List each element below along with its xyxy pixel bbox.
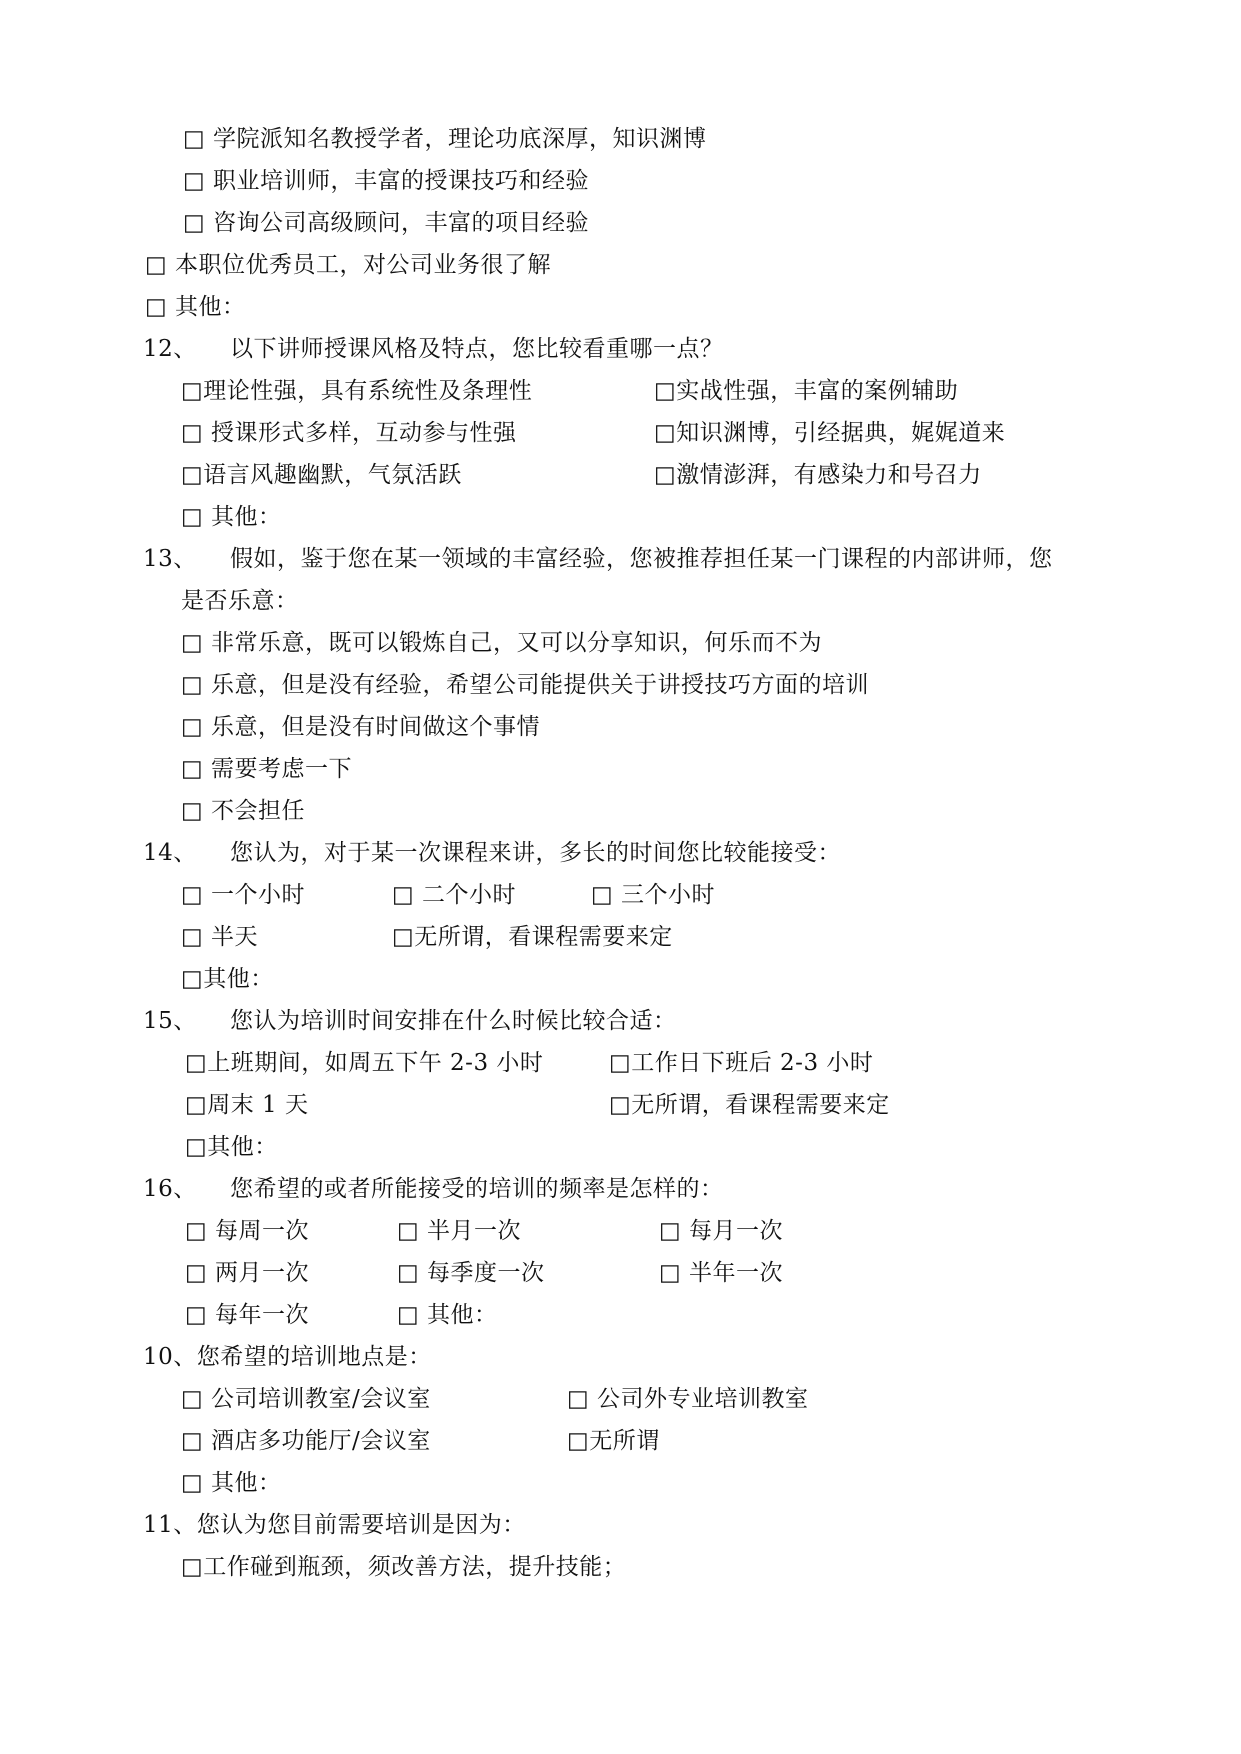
q14-option-two-hours[interactable]: □ 二个小时 [392,882,517,908]
question-16-number: 16、 [143,1176,197,1202]
question-10-title: 10、您希望的培训地点是： [143,1344,432,1370]
q14-option-other[interactable]: □其他： [181,966,274,992]
option-academic-professor[interactable]: □ 学院派知名教授学者，理论功底深厚，知识渊博 [183,126,707,152]
q10-option-any[interactable]: □无所谓 [567,1428,660,1454]
option-consulting-advisor[interactable]: □ 咨询公司高级顾问，丰富的项目经验 [183,210,590,236]
question-15-text: 您认为培训时间安排在什么时候比较合适： [230,1008,677,1034]
q12-option-other[interactable]: □ 其他： [181,504,282,530]
question-14-text: 您认为，对于某一次课程来讲，多长的时间您比较能接受： [230,840,841,866]
question-13-text: 假如，鉴于您在某一领域的丰富经验，您被推荐担任某一门课程的内部讲师，您 [230,546,1053,572]
question-12-text: 以下讲师授课风格及特点，您比较看重哪一点？ [230,336,724,362]
q13-option-willing-no-experience[interactable]: □ 乐意，但是没有经验，希望公司能提供关于讲授技巧方面的培训 [181,672,870,698]
q14-option-depends[interactable]: □无所谓，看课程需要来定 [392,924,673,950]
q11-option-bottleneck[interactable]: □工作碰到瓶颈，须改善方法，提升技能； [181,1554,627,1580]
q16-option-weekly[interactable]: □ 每周一次 [185,1218,310,1244]
q13-option-consider[interactable]: □ 需要考虑一下 [181,756,353,782]
q10-option-other[interactable]: □ 其他： [181,1470,282,1496]
q15-option-after-work[interactable]: □工作日下班后 2-3 小时 [609,1050,874,1076]
q10-option-external-room[interactable]: □ 公司外专业培训教室 [567,1386,809,1412]
q16-option-other[interactable]: □ 其他： [397,1302,498,1328]
question-13-number: 13、 [143,546,197,572]
q15-option-friday-afternoon[interactable]: □上班期间，如周五下午 2-3 小时 [185,1050,544,1076]
question-11-title: 11、您认为您目前需要培训是因为： [143,1512,526,1538]
q12-option-practical[interactable]: □实战性强，丰富的案例辅助 [654,378,959,404]
q12-option-interactive[interactable]: □ 授课形式多样，互动参与性强 [181,420,517,446]
q15-option-weekend[interactable]: □周末 1 天 [185,1092,309,1118]
q12-option-theory[interactable]: □理论性强，具有系统性及条理性 [181,378,533,404]
q12-option-humorous[interactable]: □语言风趣幽默，气氛活跃 [181,462,462,488]
q12-option-knowledgeable[interactable]: □知识渊博，引经据典，娓娓道来 [654,420,1006,446]
question-12 [143,334,197,364]
q14-option-one-hour[interactable]: □ 一个小时 [181,882,306,908]
q15-option-depends[interactable]: □无所谓，看课程需要来定 [609,1092,890,1118]
q16-option-quarterly[interactable]: □ 每季度一次 [397,1260,545,1286]
q14-option-three-hours[interactable]: □ 三个小时 [591,882,716,908]
q16-option-bimonthly[interactable]: □ 两月一次 [185,1260,310,1286]
q14-option-half-day[interactable]: □ 半天 [181,924,259,950]
q16-option-biweekly[interactable]: □ 半月一次 [397,1218,522,1244]
question-16-text: 您希望的或者所能接受的培训的频率是怎样的： [230,1176,724,1202]
q10-option-company-room[interactable]: □ 公司培训教室/会议室 [181,1386,431,1412]
q10-option-hotel[interactable]: □ 酒店多功能厅/会议室 [181,1428,431,1454]
option-other[interactable]: □ 其他： [145,294,246,320]
q12-option-passionate[interactable]: □激情澎湃，有感染力和号召力 [654,462,982,488]
q13-option-decline[interactable]: □ 不会担任 [181,798,306,824]
question-13-text-cont: 是否乐意： [181,588,299,614]
q15-option-other[interactable]: □其他： [185,1134,278,1160]
q13-option-willing-no-time[interactable]: □ 乐意，但是没有时间做这个事情 [181,714,541,740]
q13-option-very-willing[interactable]: □ 非常乐意，既可以锻炼自己，又可以分享知识，何乐而不为 [181,630,823,656]
q16-option-half-yearly[interactable]: □ 半年一次 [659,1260,784,1286]
q16-option-yearly[interactable]: □ 每年一次 [185,1302,310,1328]
question-14-number: 14、 [143,840,197,866]
question-number: 12、 [143,336,197,362]
option-excellent-employee[interactable]: □ 本职位优秀员工，对公司业务很了解 [145,252,552,278]
option-professional-trainer[interactable]: □ 职业培训师，丰富的授课技巧和经验 [183,168,590,194]
q16-option-monthly[interactable]: □ 每月一次 [659,1218,784,1244]
question-15-number: 15、 [143,1008,197,1034]
